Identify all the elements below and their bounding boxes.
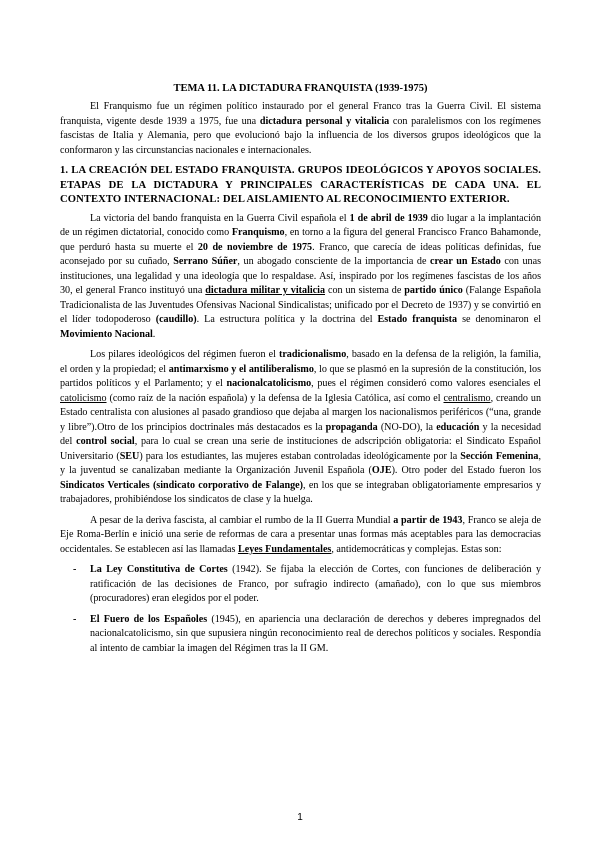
emphasis-text: partido único [404,285,463,296]
paragraph-ideological-pillars [60,348,541,508]
text-run: se denominaron el [457,314,542,325]
intro-paragraph [60,100,541,158]
text-run: , en los que se integraban obligatoriamente empresarios y trabajadores, prohibiéndose los sindicatos de clase y la huelga. [60,479,541,505]
text-run: dio lugar a la implantación de un régimen dictatorial, conocido como [60,212,542,238]
text-run: , antidemocráticas y complejas. Estas son: [331,543,502,555]
emphasis-text: educación [436,421,480,433]
text-run: (Falange Española Tradicionalista de las Juventudes Ofensivas Nacional Sindicalistas; unificado por el Decreto de 1937) y se convirtió en el líder todopoderoso [60,285,541,325]
page-content [60,82,541,662]
underlined-text: catolicismo [60,392,107,404]
emphasis-text: Movimiento Nacional [60,328,153,340]
list-item-text [90,564,541,604]
paragraph-creation-of-state [60,212,541,343]
emphasis-text: control social [76,436,135,447]
text-run: (1942). Se fijaba la elección de Cortes, con funciones de deliberación y ratificación de las decisiones de Franco, por sufragio indirecto (amañado), con lo que sus miembros (procuradores) eran elegidos por el poder. [90,564,542,604]
text-run: . La estructura política y la doctrina del [196,314,378,325]
emphasis-text: Serrano Súñer [173,256,238,267]
text-run: con unas instituciones, una legalidad y una ideología que lo respaldase. Así, inspirado por los regímenes fascistas de los años 30, el general Franco instituyó una [60,256,542,296]
text-run: La victoria del bando franquista en la Guerra Civil española el [90,212,350,224]
emphasis-text: Sindicatos Verticales (sindicato corporativo de Falange) [60,479,304,491]
emphasis-text: Franquismo [231,227,285,238]
text-run: Los pilares ideológicos del régimen fueron el [90,349,279,360]
text-run: , un abogado consciente de la importancia de [237,256,431,267]
text-run: , y la juventud se canalizaban mediante la Organización Juvenil Española ( [60,450,541,476]
section-heading: 1. LA CREACIÓN DEL ESTADO FRANQUISTA. GRUPOS IDEOLÓGICOS Y APOYOS SOCIALES. ETAPAS DE LA DICTADURA Y PRINCIPALES CARACTERÍSTICAS DE CADA UNA. EL CONTEXTO INTERNACIONAL: DEL AISLAMIENTO AL RECONOCIMIENTO EXTERIOR. [60,165,541,205]
emphasis-text: tradicionalismo [278,349,347,360]
emphasis-text: a partir de 1943 [393,514,463,526]
underlined-text: centralismo [443,392,491,404]
paragraph-fundamental-laws-intro [60,514,541,558]
emphasis-text: Estado franquista [377,314,458,325]
list-dash: - [73,564,77,575]
text-run: El Franquismo fue un régimen político instaurado por el general Franco tras la Guerra Civil. El sistema franquista, vigente desde 1939 a 1975, fue una [60,101,541,127]
emphasis-text: SEU [119,450,140,462]
emphasis-text: nacionalcatolicismo [226,378,312,389]
page-number: 1 [297,812,303,823]
emphasis-text: dictadura militar y vitalicia [205,285,326,296]
text-run: , Franco se aleja de Eje Roma-Berlín e inició una serie de reformas de cara a presentar unas formas más aceptables para las democracias occidentales. Se establecen así las llamadas [60,514,541,555]
list-item-ley-constitutiva-cortes [60,563,541,607]
list-dash: - [73,613,77,625]
text-run: , creando un Estado centralista con alusiones al pasado grandioso que dejaba al margen los nacionalismos periféricos (“una, grande y libre”).Otro de los principios doctrinales más destacados es la [60,392,542,433]
text-run: (1945), en apariencia una declaración de derechos y deberes impregnados del nacionalcatolicismo, sin que supusiera ningún reconocimiento real de derechos políticos y sociales. Respondía al intento de cambiar la imagen del Régimen tras la II GM. [90,613,541,654]
emphasis-text: (caudillo) [155,314,197,325]
emphasis-text: OJE [371,465,392,476]
text-run: con paralelismos con los regímenes fascistas de Italia y Alemania, pero que evolucionó bajo la influencia de los diversos grupos ideológicos que la conformaron y las circunstancias nacionales e internacionales. [60,115,541,156]
text-run: . [152,328,156,340]
emphasis-text: propaganda [325,421,378,433]
text-run: ) para los estudiantes, las mujeres estaban controladas ideológicamente por la [139,450,461,462]
emphasis-text: 20 de noviembre de 1975 [197,241,313,253]
emphasis-text: 1 de abril de 1939 [349,212,428,224]
text-run: (como raíz de la nación española) y la defensa de la Iglesia Católica, así como el [106,392,444,404]
text-run: , para lo cual se crean una serie de instituciones de adscripción obligatoria: el Sindicato Español Universitario ( [60,436,542,462]
emphasis-text: crear un Estado [430,256,501,267]
emphasis-text: dictadura personal y vitalicia [259,115,390,127]
emphasis-text: Sección Femenina [460,450,539,462]
emphasis-text: antimarxismo y el antiliberalismo [168,363,314,375]
text-run: , en torno a la figura del general Francisco Franco Bahamonde, que perduró hasta su muerte el [60,227,542,253]
text-run: (NO-DO), la [377,421,437,433]
document-title: TEMA 11. LA DICTADURA FRANQUISTA (1939-1975) [173,83,428,94]
text-run: , lo que se plasmó en la supresión de la constitución, los partidos políticos y el Parlamento; y el [60,363,542,389]
emphasis-text: Leyes Fundamentales [237,543,332,555]
text-run: , pues el régimen consideró como valores esenciales el [311,378,541,389]
text-run: A pesar de la deriva fascista, al cambiar el rumbo de la II Guerra Mundial [90,514,394,526]
text-run: . Franco, que carecía de ideas políticas definidas, fue aconsejado por su cuñado, [60,241,541,267]
text-run: con un sistema de [325,285,405,296]
text-run: y la necesidad del [60,421,541,447]
list-item-fuero-espanoles [60,613,541,657]
list-item-text [90,614,541,654]
emphasis-text: El Fuero de los Españoles [90,613,208,625]
emphasis-text: La Ley Constitutiva de Cortes [90,564,228,575]
text-run: ). Otro poder del Estado fueron los [391,465,541,476]
text-run: , basado en la defensa de la religión, la familia, el orden y la propiedad; el [60,349,541,375]
fundamental-laws-list [60,563,541,656]
